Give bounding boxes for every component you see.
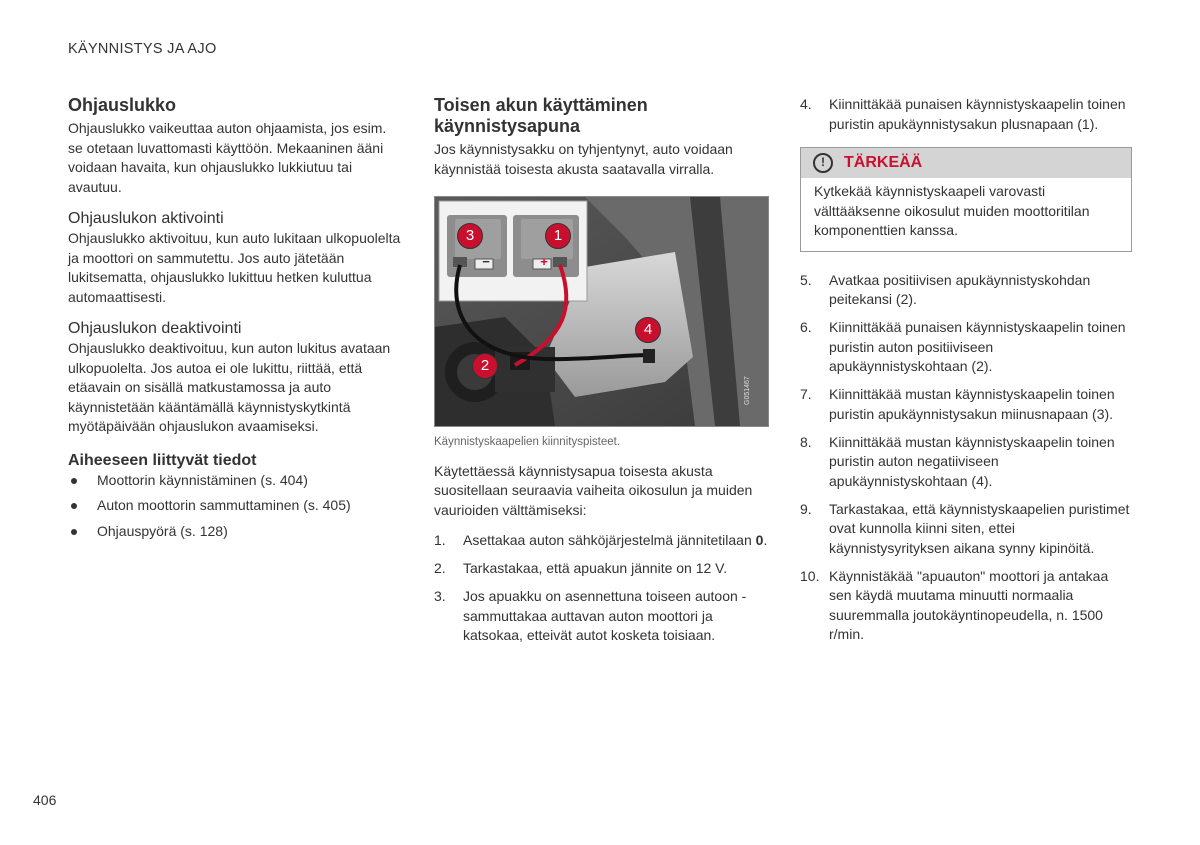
minus-terminal-label: −	[482, 254, 490, 269]
step-9	[800, 500, 1132, 559]
heading-deactivation: Ohjauslukon deaktivointi	[68, 320, 242, 337]
step-text: Tarkastakaa, että apuakun jännite on 12 V.	[463, 560, 728, 576]
important-notice	[800, 147, 1132, 252]
step-8	[800, 433, 1132, 492]
related-link-engine-stop[interactable]: Auton moottorin sammuttaminen (s. 405)	[68, 496, 403, 516]
step-5	[800, 271, 1132, 310]
engine-bay-figure	[434, 196, 769, 427]
step-text: Käynnistäkää "apuauton" moottori ja antakaa sen käydä muutama minuutti normaalia suuremmalla joutokäyntinopeudella, n. 1500 r/min.	[829, 567, 1109, 642]
step-text: Kiinnittäkää punaisen käynnistyskaapelin toinen puristin apukäynnistysakun plusnapaan (1).	[829, 96, 1126, 132]
jump-start-steps-5-10	[800, 271, 1132, 645]
heading-activation: Ohjauslukon aktivointi	[68, 210, 224, 227]
figure-code: G051467	[744, 376, 751, 405]
section-title-jump-start: Toisen akun käyttäminen käynnistysapuna	[434, 95, 648, 136]
step-text: Kiinnittäkää mustan käynnistyskaapelin toinen puristin apukäynnistysakun miinusnapaan (3).	[829, 386, 1115, 422]
deactivation-text: Ohjauslukko deaktivoituu, kun auton lukitus avataan ulkopuolelta. Jos autoa ei ole lukittu, riittää, että etäavain on sisällä matkustamossa ja auto käynnistetään kääntämällä käynnistyskytkintä myötäpäivään ohjauslukon avaamiseksi.	[68, 340, 391, 434]
step-1	[434, 531, 769, 551]
activation-text: Ohjauslukko aktivoituu, kun auto lukitaan ulkopuolelta ja moottori on sammutettu. Jos auto jätetään lukitsematta, ohjauslukko lukittuu hetken kuluttua automaattisesti.	[68, 230, 401, 305]
step-3	[434, 587, 769, 646]
notice-title: TÄRKEÄÄ	[844, 154, 923, 172]
engine-bay-illustration	[435, 197, 768, 426]
related-links-list	[68, 471, 403, 542]
step-text: Tarkastakaa, että käynnistyskaapelien puristimet ovat kunnolla kiinni siten, ettei käynnistysyrityksen aikana synny kipinöitä.	[829, 500, 1130, 556]
step-number: 10.	[800, 567, 820, 584]
step-2	[434, 559, 769, 579]
step-text-end: .	[763, 532, 768, 548]
related-link-engine-start[interactable]: Moottorin käynnistäminen (s. 404)	[68, 471, 403, 491]
voltage-level-value: 0	[755, 532, 764, 548]
step-number: 4.	[800, 96, 812, 112]
step-6	[800, 318, 1132, 377]
step-4	[800, 95, 1132, 134]
step-text: Kiinnittäkää punaisen käynnistyskaapelin toinen puristin auton positiiviseen apukäynnistyskohtaan (2).	[829, 319, 1126, 374]
page-number: 406	[33, 792, 57, 808]
step-number: 3.	[434, 588, 446, 604]
related-link-steering-wheel[interactable]: Ohjauspyörä (s. 128)	[68, 522, 403, 542]
callout-1: 1	[545, 223, 571, 249]
step-10	[800, 567, 1132, 645]
jump-start-steps-1-3	[434, 531, 769, 646]
callout-2: 2	[472, 353, 498, 379]
step-number: 5.	[800, 271, 812, 288]
step-number: 7.	[800, 386, 812, 402]
heading-related-info: Aiheeseen liittyvät tiedot	[68, 451, 257, 469]
steering-lock-intro: Ohjauslukko vaikeuttaa auton ohjaamista, jos esim. se otetaan luvattomasti käyttöön. Mekaaninen ääni voidaan havaita, kun ohjauslukko lukkiutuu tai avautuu.	[68, 120, 387, 195]
callout-4: 4	[635, 317, 661, 343]
step-number: 1.	[434, 532, 446, 548]
running-head: KÄYNNISTYS JA AJO	[68, 41, 217, 57]
figure-caption: Käynnistyskaapelien kiinnityspisteet.	[434, 436, 621, 448]
step-text: Avatkaa positiivisen apukäynnistyskohdan peitekansi (2).	[829, 271, 1091, 307]
step-number: 6.	[800, 319, 812, 335]
jump-start-lead: Käytettäessä käynnistysapua toisesta akusta suositellaan seuraavia vaiheita oikosulun ja muiden vaurioiden välttämiseksi:	[434, 462, 753, 518]
callout-3: 3	[457, 223, 483, 249]
exclamation-circle-icon: !	[813, 153, 833, 173]
notice-header	[801, 148, 1131, 178]
jump-start-step-4	[800, 95, 1132, 134]
step-7	[800, 385, 1132, 424]
jump-start-intro: Jos käynnistysakku on tyhjentynyt, auto voidaan käynnistää toisesta akusta saatavalla virralla.	[434, 141, 733, 177]
column-jump-start-continued	[800, 95, 1132, 653]
column-steering-lock	[68, 95, 403, 547]
section-title-steering-lock: Ohjauslukko	[68, 95, 177, 115]
step-text: Jos apuakku on asennettuna toiseen autoon - sammuttakaa auttavan auton moottori ja katsokaa, etteivät autot kosketa toisiaan.	[463, 588, 747, 643]
step-number: 9.	[800, 500, 812, 517]
column-jump-start	[434, 95, 769, 654]
step-number: 2.	[434, 560, 446, 576]
step-text: Kiinnittäkää mustan käynnistyskaapelin toinen puristin auton negatiiviseen apukäynnistyskohtaan (4).	[829, 433, 1115, 489]
plus-terminal-label: +	[540, 254, 548, 269]
step-number: 8.	[800, 433, 812, 450]
notice-text: Kytkekää käynnistyskaapeli varovasti välttääksenne oikosulut muiden moottoritilan komponenttien kanssa.	[814, 183, 1090, 238]
step-text: Asettakaa auton sähköjärjestelmä jännitetilaan	[463, 532, 756, 548]
